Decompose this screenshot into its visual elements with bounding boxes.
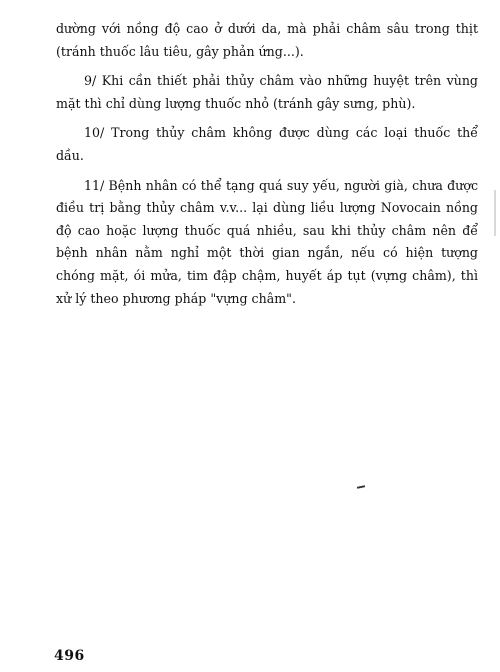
page-number: 496 bbox=[54, 648, 85, 664]
scan-edge-shadow bbox=[494, 190, 496, 236]
paragraph-continuation: dường với nồng độ cao ở dưới da, mà phải châm sâu trong thịt (tránh thuốc lâu tiêu, gây phản ứng...). bbox=[56, 21, 478, 59]
paragraph-item-11: 11/ Bệnh nhân có thể tạng quá suy yếu, người già, chưa được điều trị bằng thủy châm v.v... lại dùng liều lượng Novocain nồng độ cao hoặc lượng thuốc quá nhiều, sau khi thủy châm nên để bệnh nhân nằm nghỉ một thời gian ngắn, nếu có hiện tượng chóng mặt, ói mửa, tim đập chậm, huyết áp tụt (vựng châm), thì xử lý theo phương pháp "vựng châm". bbox=[56, 177, 478, 306]
body-text bbox=[56, 18, 478, 317]
paragraph-item-9: 9/ Khi cần thiết phải thủy châm vào những huyệt trên vùng mặt thì chỉ dùng lượng thuốc nhỏ (tránh gây sưng, phù). bbox=[56, 73, 478, 111]
paragraph-item-10: 10/ Trong thủy châm không được dùng các loại thuốc thể dầu. bbox=[56, 125, 478, 163]
stray-ink-mark bbox=[357, 485, 365, 489]
